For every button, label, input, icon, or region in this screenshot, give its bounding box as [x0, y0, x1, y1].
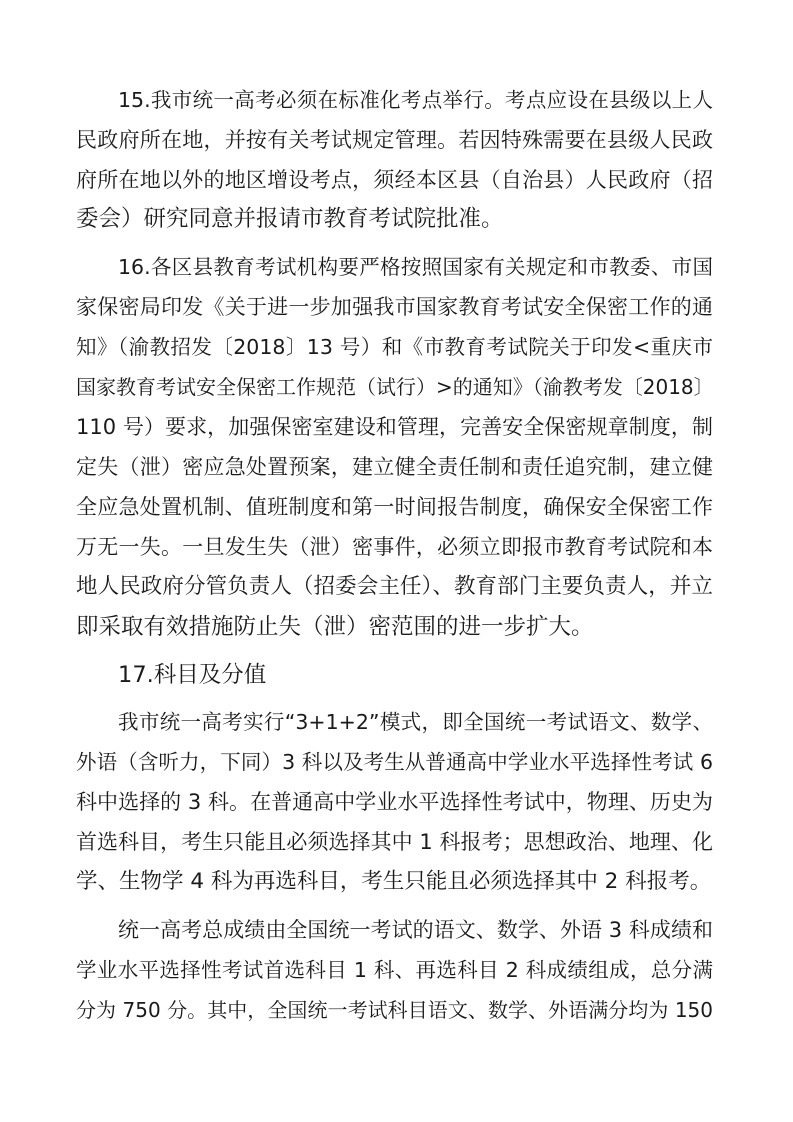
document-line	[0, 742, 793, 782]
line-text: 分为 750 分。其中，全国统一考试科目语文、数学、外语满分均为 150	[76, 998, 713, 1022]
document-line	[0, 447, 793, 487]
line-text: 统一高考总成绩由全国统一考试的语文、数学、外语 3 科成绩和	[118, 918, 713, 942]
document-line	[0, 199, 793, 239]
line-text: 民政府所在地，并按有关考试规定管理。若因特殊需要在县级人民政	[76, 128, 713, 152]
document-line	[0, 950, 793, 990]
line-text: 定失（泄）密应急处置预案，建立健全责任制和责任追究制，建立健	[76, 455, 713, 479]
line-text: 科中选择的 3 科。在普通高中学业水平选择性考试中，物理、历史为	[76, 790, 713, 814]
line-text: 学、生物学 4 科为再选科目，考生只能且必须选择其中 2 科报考。	[76, 869, 712, 894]
document-line	[0, 407, 793, 447]
line-text: 知》（渝教招发〔2018〕13 号）和《市教育考试院关于印发<重庆市	[76, 335, 713, 359]
document-line	[0, 862, 793, 902]
line-text: 地人民政府分管负责人（招委会主任）、教育部门主要负责人，并立	[76, 574, 713, 599]
document-line	[0, 607, 793, 647]
document-line	[0, 822, 793, 862]
document-line	[0, 910, 793, 950]
line-text: 外语（含听力，下同）3 科以及考生从普通高中学业水平选择性考试 6	[76, 750, 713, 774]
document-line	[0, 80, 793, 120]
line-text: 我市统一高考实行“3+1+2”模式，即全国统一考试语文、数学、	[118, 710, 713, 734]
document-line	[0, 120, 793, 160]
line-text: 15.我市统一高考必须在标准化考点举行。考点应设在县级以上人	[118, 88, 713, 112]
line-text: 110 号）要求，加强保密室建设和管理，完善安全保密规章制度，制	[76, 415, 713, 439]
line-text: 首选科目，考生只能且必须选择其中 1 科报考；思想政治、地理、化	[76, 830, 713, 854]
document-line	[0, 487, 793, 527]
document-line	[0, 782, 793, 822]
line-text: 万无一失。一旦发生失（泄）密事件，必须立即报市教育考试院和本	[76, 535, 713, 559]
document-line	[0, 702, 793, 742]
line-text: 府所在地以外的地区增设考点，须经本区县（自治县）人民政府（招	[76, 168, 713, 192]
document-line	[0, 527, 793, 567]
section-heading: 17.科目及分值	[118, 662, 267, 688]
document-line	[0, 287, 793, 327]
document-line	[0, 655, 793, 695]
document-line	[0, 247, 793, 287]
line-text: 16.各区县教育考试机构要严格按照国家有关规定和市教委、市国	[118, 255, 713, 279]
line-text: 全应急处置机制、值班制度和第一时间报告制度，确保安全保密工作	[76, 495, 713, 519]
document-line	[0, 367, 793, 407]
line-text: 即采取有效措施防止失（泄）密范围的进一步扩大。	[76, 614, 594, 640]
document-line	[0, 327, 793, 367]
document-line	[0, 990, 793, 1030]
line-text: 委会）研究同意并报请市教育考试院批准。	[76, 206, 504, 232]
line-text: 国家教育考试安全保密工作规范（试行）>的通知》（渝教考发〔2018〕	[76, 375, 714, 399]
document-line	[0, 160, 793, 200]
line-text: 学业水平选择性考试首选科目 1 科、再选科目 2 科成绩组成，总分满	[76, 958, 713, 982]
document-line	[0, 567, 793, 607]
line-text: 家保密局印发《关于进一步加强我市国家教育考试安全保密工作的通	[76, 295, 713, 319]
